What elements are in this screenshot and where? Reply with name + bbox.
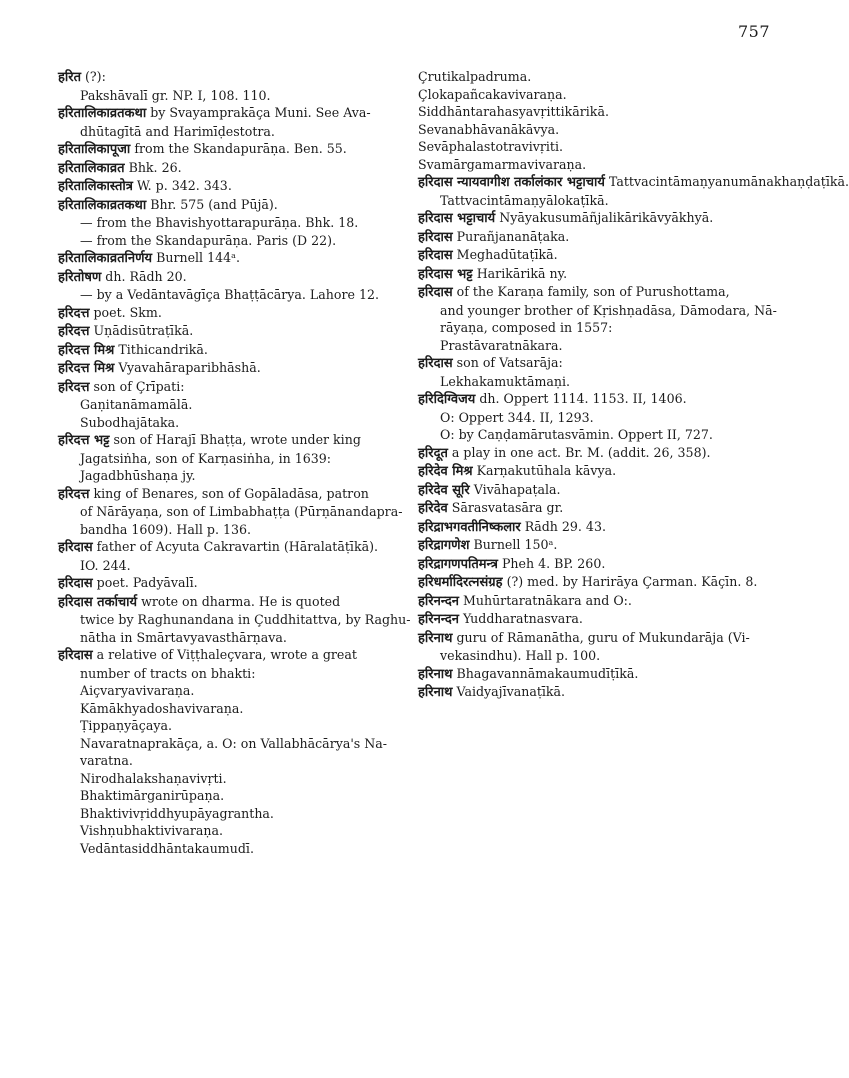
entry-headword: हरिनन्दन [418, 593, 459, 609]
entry-line [58, 396, 393, 414]
index-entry [418, 68, 763, 173]
index-entry [418, 573, 763, 592]
entry-first-line [418, 592, 763, 611]
entry-text: and younger brother of Kṛishṇadāsa, Dāmodara, Nā- [440, 302, 777, 318]
index-entry [58, 68, 393, 104]
entry-line [418, 121, 763, 139]
entry-line [418, 156, 763, 174]
entry-text: Meghadūtaṭīkā. [456, 247, 558, 262]
index-entry [58, 140, 393, 159]
entry-text: bandha 1609). Hall p. 136. [80, 521, 251, 537]
entry-line [418, 103, 763, 121]
entry-text: O: by Caṇḍamārutasvāmin. Oppert II, 727. [440, 427, 713, 442]
entry-text: number of tracts on bhakti: [80, 665, 256, 681]
entry-headword: हरिदास भट्टाचार्य [418, 211, 496, 226]
entry-headword: हरिदेव [418, 501, 448, 516]
entry-first-line [418, 209, 763, 228]
entry-line [58, 87, 393, 105]
entry-headword: हरिदास [58, 576, 93, 591]
entry-text: Siddhāntarahasyavṛittikārikā. [418, 104, 609, 119]
left-column [58, 68, 411, 857]
entry-text: Prastāvaratnākara. [440, 337, 563, 353]
entry-first-line [418, 683, 763, 702]
right-column [418, 68, 849, 702]
entry-headword: हरितालिकापूजा [58, 142, 131, 157]
entry-text: Vishṇubhaktivivaraṇa. [80, 823, 224, 838]
entry-headword: हरिदत्त [58, 379, 90, 395]
entry-first-line [418, 573, 763, 592]
entry-line [418, 337, 763, 355]
entry-line [58, 752, 393, 770]
entry-text: Aiçvaryavivaraṇa. [80, 683, 195, 698]
page-number: 757 [738, 22, 771, 41]
entry-line [58, 414, 393, 432]
entry-text: Tattvacintāmaṇyanumānakhaṇḍaṭīkā. [608, 174, 849, 189]
entry-line [418, 302, 777, 320]
entry-line [58, 123, 393, 141]
index-entry [418, 555, 763, 574]
entry-headword: हरिदास [418, 356, 453, 371]
entry-text: Jagadbhūshaṇa jy. [80, 468, 196, 483]
entry-line [58, 521, 393, 539]
entry-line [58, 214, 393, 232]
entry-headword: हरितालिकाव्रतनिर्णय [58, 251, 153, 266]
index-entry [58, 538, 393, 574]
entry-first-line [418, 283, 763, 302]
entry-line [58, 286, 393, 304]
index-entry [58, 249, 393, 268]
entry-text: king of Benares, son of Gopāladāsa, patron [93, 485, 369, 501]
entry-line [58, 450, 393, 468]
entry-headword: हरिद्रागणपतिमन्त्र [418, 556, 498, 572]
entry-text: IO. 244. [80, 557, 131, 573]
entry-text: dh. Rādh 20. [105, 268, 187, 284]
entry-headword: हरिदूत [418, 445, 448, 461]
entry-headword: हरिदास तर्काचार्य [58, 594, 138, 610]
entry-line [58, 503, 403, 521]
entry-text: Kāmākhyadoshavivaraṇa. [80, 700, 244, 716]
entry-text: (?) med. by Harirāya Çarman. Kāçīn. 8. [506, 574, 758, 589]
entry-text: Yuddharatnasvara. [462, 611, 583, 626]
index-entry [418, 536, 763, 555]
index-entry [58, 359, 393, 378]
entry-text: Ṭippaṇyāçaya. [80, 718, 172, 733]
entry-line [58, 232, 393, 250]
entry-headword: हरिदास भट्ट [418, 266, 473, 282]
entry-first-line [58, 304, 393, 323]
entry-text: Burnell 150ᵃ. [473, 537, 558, 552]
entry-headword: हरिदेव मिश्र [418, 464, 473, 479]
entry-line [418, 86, 763, 104]
entry-line [418, 409, 763, 427]
entry-headword: हरिदास न्यायवागीश तर्कालंकार भट्टाचार्य [418, 175, 605, 190]
entry-text: of the Karaṇa family, son of Purushottama, [456, 284, 730, 299]
entry-text: Subodhajātaka. [80, 414, 180, 430]
entry-first-line [418, 536, 763, 555]
index-entry [58, 593, 411, 647]
index-entry [418, 610, 763, 629]
entry-first-line [418, 481, 763, 500]
entry-headword: हरिनाथ [418, 685, 453, 700]
entry-line [58, 787, 393, 805]
entry-text: son of Vatsarāja: [456, 355, 563, 370]
entry-headword: हरिदास [418, 285, 453, 300]
index-entry [418, 265, 763, 284]
entry-headword: हरिदास [58, 540, 93, 555]
entry-text: a relative of Viṭṭhaleçvara, wrote a great [96, 647, 357, 662]
entry-first-line [418, 518, 763, 537]
entry-text: Sevāphalastotravivṛiti. [418, 139, 564, 154]
entry-first-line [58, 538, 393, 557]
entry-line [58, 717, 393, 735]
index-entry [418, 354, 763, 390]
index-entry [58, 159, 393, 178]
index-entry [418, 390, 763, 444]
entry-text: Harikārikā ny. [476, 265, 568, 281]
entry-text: poet. Skm. [93, 304, 162, 320]
entry-headword: हरितालिकाव्रत [58, 160, 125, 176]
entry-text: dh. Oppert 1114. 1153. II, 1406. [479, 391, 687, 406]
index-entry [58, 431, 393, 485]
entry-headword: हरित [58, 70, 81, 85]
entry-text: (?): [85, 69, 106, 84]
entry-first-line [418, 610, 763, 629]
entry-text: son of Çrīpati: [93, 378, 185, 394]
entry-headword: हरिनाथ [418, 630, 453, 646]
entry-text: Jagatsiṅha, son of Karṇasiṅha, in 1639: [80, 450, 332, 466]
entry-line [418, 192, 763, 210]
entry-text: Bhaktimārganirūpaṇa. [80, 788, 225, 803]
entry-text: O: Oppert 344. II, 1293. [440, 409, 594, 425]
entry-first-line [58, 431, 393, 450]
entry-headword: हरिदत्त मिश्र [58, 361, 115, 376]
entry-first-line [58, 140, 393, 159]
entry-text: Sevanabhāvanākāvya. [418, 121, 560, 137]
entry-first-line [418, 173, 849, 192]
entry-text: Nirodhalakshaṇavivṛti. [80, 770, 227, 786]
entry-text: Bhagavannāmakaumudīṭīkā. [456, 665, 639, 681]
entry-line [58, 682, 393, 700]
entry-line [58, 611, 411, 629]
entry-first-line [418, 228, 763, 247]
entry-line [418, 647, 763, 665]
index-entry [418, 228, 763, 247]
entry-first-line [58, 104, 393, 123]
entry-first-line [58, 68, 393, 87]
entry-headword: हरितालिकाव्रतकथा [58, 106, 147, 121]
index-entry [418, 499, 763, 518]
entry-text: rāyaṇa, composed in 1557: [440, 320, 613, 335]
index-entry [58, 378, 393, 432]
entry-text: Nyāyakusumāñjalikārikāvyākhyā. [499, 210, 714, 225]
entry-text: Sārasvatasāra gr. [451, 500, 564, 515]
entry-first-line [58, 196, 393, 215]
entry-headword: हरितालिकास्तोत्र [58, 179, 133, 194]
entry-line [58, 805, 393, 823]
entry-text: — from the Skandapurāṇa. Paris (D 22). [80, 232, 337, 248]
entry-line [58, 770, 393, 788]
entry-text: by Svayamprakāça Muni. See Ava- [150, 105, 371, 120]
index-entry [418, 518, 763, 537]
entry-text: Pheh 4. BP. 260. [501, 555, 606, 571]
entry-headword: हरिदास [58, 648, 93, 663]
entry-text: Bhr. 575 (and Pūjā). [150, 196, 278, 212]
entry-line [58, 840, 393, 858]
entry-first-line [58, 341, 393, 360]
entry-text: wrote on dharma. He is quoted [141, 593, 341, 609]
entry-text: Lekhakamuktāmaṇi. [440, 373, 571, 389]
entry-text: Bhaktivivṛiddhyupāyagrantha. [80, 805, 274, 821]
entry-line [418, 373, 763, 391]
index-entry [418, 629, 763, 665]
entry-line [418, 319, 763, 337]
entry-headword: हरिदास [418, 229, 453, 245]
index-entry [418, 462, 763, 481]
entry-text: Pakshāvalī gr. NP. I, 108. 110. [80, 87, 271, 103]
index-entry [58, 322, 393, 341]
entry-first-line [58, 574, 393, 593]
entry-first-line [418, 499, 763, 518]
entry-first-line [58, 593, 393, 612]
entry-line [58, 665, 393, 683]
entry-headword: हरिदेव सूरि [418, 482, 470, 498]
entry-line [58, 629, 393, 647]
entry-first-line [58, 249, 393, 268]
index-entry [418, 665, 763, 684]
entry-headword: हरिदास [418, 248, 453, 263]
entry-text: nātha in Smārtavyavasthārṇava. [80, 629, 287, 645]
entry-first-line [418, 354, 763, 373]
entry-line [58, 557, 393, 575]
entry-text: twice by Raghunandana in Çuddhitattva, by Raghu- [80, 612, 411, 627]
entry-headword: हरिनाथ [418, 666, 453, 682]
entry-text: Purañjananāṭaka. [456, 228, 570, 244]
entry-first-line [58, 378, 393, 397]
entry-headword: हरिनन्दन [418, 612, 459, 627]
index-entry [418, 481, 763, 500]
entry-text: — from the Bhavishyottarapurāṇa. Bhk. 18. [80, 215, 359, 230]
entry-text: Muhūrtaratnākara and O:. [462, 592, 632, 608]
entry-headword: हरिधर्मादिरत्नसंग्रह [418, 575, 503, 590]
entry-text: Svamārgamarmavivaraṇa. [418, 156, 587, 172]
index-entry [418, 444, 763, 463]
entry-line [418, 426, 763, 444]
index-entry [58, 268, 393, 304]
entry-first-line [418, 68, 763, 86]
entry-headword: हरिदत्त [58, 305, 90, 321]
entry-text: Vedāntasiddhāntakaumudī. [80, 840, 254, 856]
entry-headword: हरिदत्त [58, 486, 90, 502]
entry-text: Vivāhapaṭala. [473, 481, 561, 497]
entry-text: a play in one act. Br. M. (addit. 26, 358). [451, 444, 711, 460]
entry-first-line [418, 444, 763, 463]
entry-text: Tattvacintāmaṇyālokaṭīkā. [440, 192, 609, 208]
entry-first-line [418, 462, 763, 481]
entry-line [418, 138, 763, 156]
entry-text: vekasindhu). Hall p. 100. [440, 648, 601, 663]
entry-text: Navaratnaprakāça, a. O: on Vallabhācārya's Na- [80, 735, 388, 751]
entry-text: from the Skandapurāṇa. Ben. 55. [134, 141, 347, 156]
index-entry [418, 209, 763, 228]
index-entry [58, 196, 393, 250]
entry-first-line [58, 485, 393, 504]
entry-text: Rādh 29. 43. [524, 518, 606, 534]
entry-text: Gaṇitanāmamālā. [80, 397, 193, 412]
entry-text: Burnell 144ᵃ. [156, 250, 240, 265]
entry-first-line [58, 268, 393, 287]
index-entry [418, 592, 763, 611]
entry-text: Vyavahāraparibhāshā. [118, 360, 261, 375]
entry-headword: हरितालिकाव्रतकथा [58, 197, 147, 213]
index-entry [58, 485, 403, 539]
index-entry [58, 304, 393, 323]
entry-first-line [418, 555, 763, 574]
entry-headword: हरिद्रागणेश [418, 538, 470, 553]
entry-text: Çrutikalpadruma. [418, 69, 532, 84]
entry-first-line [418, 390, 763, 409]
index-entry [418, 683, 763, 702]
entry-first-line [58, 322, 393, 341]
entry-first-line [418, 265, 763, 284]
entry-text: dhūtagītā and Harimīḍestotra. [80, 123, 275, 139]
index-entry [58, 341, 393, 360]
entry-first-line [418, 665, 763, 684]
entry-headword: हरितोषण [58, 269, 102, 285]
entry-headword: हरिदत्त मिश्र [58, 342, 115, 358]
entry-line [58, 822, 393, 840]
entry-text: poet. Padyāvalī. [96, 575, 198, 590]
entry-text: Karṇakutūhala kāvya. [476, 463, 617, 478]
entry-text: father of Acyuta Cakravartin (Hāralatāṭīkā). [96, 539, 379, 554]
entry-first-line [58, 177, 393, 196]
entry-text: W. p. 342. 343. [136, 178, 232, 193]
entry-text: of Nārāyaṇa, son of Limbabhaṭṭa (Pūrṇānandapra- [80, 504, 403, 519]
entry-text: son of Harajī Bhaṭṭa, wrote under king [113, 432, 361, 447]
index-entry [58, 646, 393, 857]
entry-headword: हरिदत्त भट्ट [58, 433, 110, 448]
entry-text: varatna. [80, 753, 133, 768]
index-entry [58, 104, 393, 140]
index-entry [58, 574, 393, 593]
entry-first-line [418, 629, 763, 648]
entry-first-line [58, 359, 393, 378]
entry-first-line [418, 246, 763, 265]
entry-headword: हरिदत्त [58, 324, 90, 339]
index-entry [58, 177, 393, 196]
entry-first-line [58, 159, 393, 178]
entry-text: Uṇādisūtraṭīkā. [93, 323, 194, 338]
entry-text: guru of Rāmanātha, guru of Mukundarāja (Vi- [456, 629, 750, 645]
entry-text: Bhk. 26. [128, 159, 182, 175]
entry-headword: हरिदिग्विजय [418, 392, 476, 407]
index-entry [418, 246, 763, 265]
entry-text: Tithicandrikā. [118, 341, 208, 357]
entry-line [58, 735, 393, 753]
entry-line [58, 700, 393, 718]
entry-text: Çlokapañcakavivaraṇa. [418, 86, 567, 102]
entry-headword: हरिद्राभगवतीनिष्कलार [418, 519, 521, 535]
index-entry [418, 173, 849, 209]
entry-line [58, 467, 393, 485]
entry-first-line [58, 646, 393, 665]
entry-text: — by a Vedāntavāgīça Bhaṭṭācārya. Lahore 12. [80, 287, 379, 302]
entry-text: Vaidyajīvanaṭīkā. [456, 684, 566, 699]
index-entry [418, 283, 777, 354]
